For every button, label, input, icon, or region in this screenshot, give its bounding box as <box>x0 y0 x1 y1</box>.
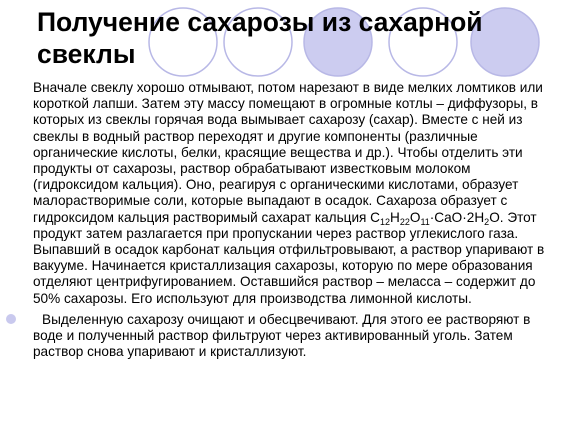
paragraph-1-text-continued: O. Этот продукт затем разлагается при пропускании через раствор углекислого газа. Выпавший в осадок карбонат кальция отфильтровывают, а раствор упаривают в вакууме. Начинается кристаллизация сахарозы, которую по мере образования отделяют центрифугированием. Оставшийся раствор – меласса – содержит до 50% сахарозы. Его используют для производства лимонной кислоты. <box>33 209 545 306</box>
paragraph-1 <box>33 80 553 307</box>
formula-subscript: 12 <box>380 216 391 227</box>
formula-element: H <box>390 209 400 225</box>
paragraph-1-text: Вначале свеклу хорошо отмывают, потом нарезают в виде мелких ломтиков или короткой лапши. Затем эту массу помещают в огромные котлы – диффузоры, в которых из свеклы горячая вода вымывает сахарозу (сахар). Вместе с ней из свеклы в водный раствор переходят и другие компоненты (различные органические кислоты, белки, красящие вещества и др.). Чтобы отделить эти продукты от сахарозы, раствор обрабатывают известковым молоком (гидроксидом кальция). Оно, реагируя с органическими кислотами, образует малорастворимые соли, которые выпадают в осадок. Сахароза образует с гидроксидом кальция растворимый сахарат кальция C <box>33 80 543 225</box>
formula-subscript: 11 <box>420 216 430 227</box>
formula-subscript: 2 <box>484 216 490 227</box>
formula-subscript: 22 <box>399 216 410 227</box>
slide-body <box>33 80 553 360</box>
paragraph-2 <box>33 312 553 361</box>
slide-title: Получение сахарозы из сахарной свеклы <box>37 7 483 69</box>
formula-element: O <box>409 209 421 225</box>
bullet-icon <box>6 314 16 324</box>
paragraph-2-text: Выделенную сахарозу очищают и обесцвечивают. Для этого ее растворяют в воде и полученный раствор фильтруют через активированный уголь. Затем раствор снова упаривают и кристаллизуют. <box>33 311 531 360</box>
formula-element: ·CaO·2H <box>429 209 485 225</box>
